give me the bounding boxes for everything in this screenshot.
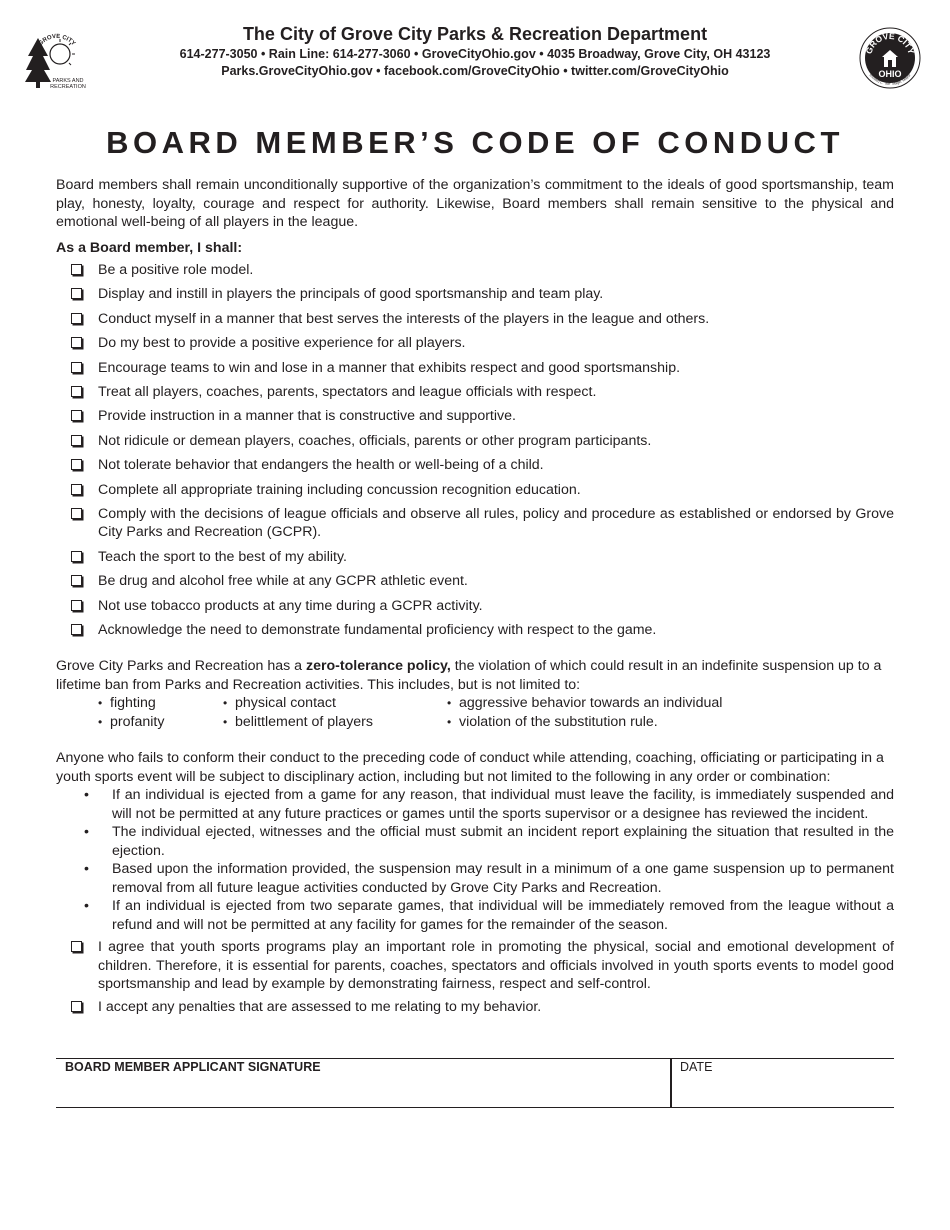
pledge-item: [56, 505, 894, 542]
policy-prefix: Grove City Parks and Recreation has a: [56, 658, 306, 675]
pledge-item: [56, 572, 894, 591]
agreement-item: [56, 998, 894, 1017]
pledge-checklist: [56, 261, 894, 639]
checkbox[interactable]: [71, 459, 82, 470]
document-title: BOARD MEMBER’S CODE OF CONDUCT: [106, 125, 844, 160]
agreement-item: [56, 938, 894, 994]
pledge-item: [56, 432, 894, 451]
offense-text: physical contact: [235, 695, 336, 712]
offense-text: belittlement of players: [235, 714, 374, 731]
checkbox[interactable]: [71, 410, 82, 421]
offense-item: • profanity: [98, 714, 165, 731]
pledge-text: Not ridicule or demean players, coaches, officials, parents or other program participants.: [98, 432, 652, 449]
checkbox[interactable]: [71, 362, 82, 373]
checkbox[interactable]: [71, 1001, 82, 1012]
pledge-text: Teach the sport to the best of my ability.: [98, 548, 347, 565]
logo-left-bottom-text-1: PARKS AND: [52, 78, 84, 84]
agreement-text: I agree that youth sports programs play an important role in promoting the physical, social and emotional development of children. Therefore, it is essential for parents, coaches, spectators and officials involved in youth sports events to model good sportsmanship and lead by example by demonstrating fairness, respect and self-control.: [98, 939, 894, 993]
svg-text:GROVE CITY: [38, 34, 76, 47]
logo-left-top-text: GROVE CITY: [37, 33, 77, 48]
disciplinary-text: Based upon the information provided, the suspension may result in a minimum of a one game suspension up to permanent removal from all future league activities conducted by Grove City Parks and Recreation.: [112, 861, 894, 896]
contact-line-phones: 614-277-3050 • Rain Line: 614-277-3060 • GroveCityOhio.gov • 4035 Broadway, Grove City, OH 43123: [179, 47, 771, 61]
disciplinary-list: [56, 786, 894, 934]
policy-emphasis: zero-tolerance policy,: [305, 658, 451, 675]
offense-item: • aggressive behavior towards an individual: [447, 695, 723, 712]
checkbox[interactable]: [71, 386, 82, 397]
pledge-text: Be drug and alcohol free while at any GCPR athletic event.: [98, 573, 468, 590]
disciplinary-item: • If an individual is ejected from two separate games, that individual will be immediately removed from the league without a refund and will not be permitted at any facility for games for the remainder of the season.: [84, 898, 894, 933]
checkbox[interactable]: [71, 575, 82, 586]
disciplinary-text: The individual ejected, witnesses and the official must submit an incident report explaining the situation that resulted in the ejection.: [112, 824, 894, 859]
pledge-item: [56, 481, 894, 500]
checkbox[interactable]: [71, 941, 82, 952]
checkbox[interactable]: [71, 313, 82, 324]
pledge-item: [56, 285, 894, 304]
pledge-item: [56, 383, 894, 402]
offense-text: aggressive behavior towards an individual: [459, 695, 723, 712]
pledge-item: [56, 621, 894, 640]
disciplinary-item: • Based upon the information provided, the suspension may result in a minimum of a one game suspension up to permanent removal from all future league activities conducted by Grove City Parks and Recreation.: [84, 861, 894, 896]
parks-recreation-logo: [24, 26, 90, 92]
pledge-text: Not tolerate behavior that endangers the health or well-being of a child.: [98, 457, 544, 474]
checkbox[interactable]: [71, 624, 82, 635]
disciplinary-item: • If an individual is ejected from a game for any reason, that individual must leave the facility, is immediately suspended and will not be permitted at any future practices or games until the sports supervisor or a designee has reviewed the incident.: [84, 787, 894, 822]
pledge-item: [56, 359, 894, 378]
pledge-text: Conduct myself in a manner that best serves the interests of the players in the league and others.: [98, 310, 710, 327]
date-label: DATE: [680, 1060, 713, 1074]
pledge-text: Display and instill in players the principals of good sportsmanship and team play.: [98, 286, 604, 303]
pledge-lead-in: As a Board member, I shall:: [56, 239, 243, 256]
zero-tolerance-paragraph: [56, 657, 894, 694]
contact-line-web: Parks.GroveCityOhio.gov • facebook.com/GroveCityOhio • twitter.com/GroveCityOhio: [221, 64, 729, 78]
checkbox[interactable]: [71, 551, 82, 562]
disciplinary-paragraph: Anyone who fails to conform their conduct to the preceding code of conduct while attending, coaching, officiating or participating in a youth sports event will be subject to disciplinary action, including but not limited to the following in any order or combination:: [56, 750, 884, 785]
disciplinary-text: If an individual is ejected from two separate games, that individual will be immediately removed from the league without a refund and will not be permitted at any facility for games for the remainder of the season.: [112, 898, 894, 933]
offense-item: • fighting: [98, 695, 156, 712]
pledge-item: [56, 407, 894, 426]
seal-bottom-text: OHIO: [878, 69, 902, 79]
signature-block: [56, 1058, 894, 1108]
applicant-signature-label: BOARD MEMBER APPLICANT SIGNATURE: [65, 1060, 321, 1074]
grove-city-seal-logo: [859, 27, 921, 89]
pledge-text: Do my best to provide a positive experience for all players.: [98, 335, 466, 352]
offense-list: [56, 694, 894, 732]
checkbox[interactable]: [71, 288, 82, 299]
seal-top-text: GROVE CITY: [863, 30, 917, 56]
offense-text: fighting: [110, 695, 156, 712]
offense-text: profanity: [110, 714, 165, 731]
pledge-text: Complete all appropriate training including concussion recognition education.: [98, 481, 581, 498]
document-body: [56, 176, 894, 1020]
agreement-checklist: [56, 938, 894, 1016]
checkbox[interactable]: [71, 508, 82, 519]
checkbox[interactable]: [71, 337, 82, 348]
pledge-text: Comply with the decisions of league officials and observe all rules, policy and procedure as established or endorsed by Grove City Parks and Recreation (GCPR).: [98, 505, 894, 541]
pledge-text: Acknowledge the need to demonstrate fundamental proficiency with respect to the game.: [98, 621, 657, 638]
offense-item: • violation of the substitution rule.: [447, 714, 658, 731]
intro-paragraph: Board members shall remain unconditionally supportive of the organization’s commitment to the ideals of good sportsmanship, team play, honesty, loyalty, courage and respect for authority. Likewise, Board members shall remain sensitive to the physical and emotional well-being of all players in the league.: [56, 177, 894, 230]
seal-mayor-text: Richard L. "Ike" Stage, Mayor: [868, 73, 912, 87]
checkbox[interactable]: [71, 484, 82, 495]
policy-suffix: the violation of which could result in an indefinite suspension up to a lifetime ban from Parks and Recreation activities. This includes, but is not limited to:: [56, 658, 882, 693]
offense-item: • physical contact: [223, 695, 336, 712]
checkbox[interactable]: [71, 264, 82, 275]
offense-item: • belittlement of players: [223, 714, 374, 731]
checkbox[interactable]: [71, 435, 82, 446]
pledge-text: Provide instruction in a manner that is constructive and supportive.: [98, 408, 516, 425]
pledge-text: Treat all players, coaches, parents, spectators and league officials with respect.: [98, 383, 597, 400]
pledge-item: [56, 310, 894, 329]
logo-left-bottom-text-2: RECREATION: [50, 84, 86, 90]
pledge-item: [56, 334, 894, 353]
offense-text: violation of the substitution rule.: [459, 714, 658, 731]
letterhead: [0, 22, 950, 80]
pledge-item: [56, 548, 894, 567]
agreement-text: I accept any penalties that are assessed to me relating to my behavior.: [98, 998, 542, 1015]
signature-divider: [670, 1059, 672, 1107]
pledge-text: Not use tobacco products at any time during a GCPR activity.: [98, 597, 483, 614]
pledge-text: Be a positive role model.: [98, 262, 254, 278]
disciplinary-text: If an individual is ejected from a game for any reason, that individual must leave the facility, is immediately suspended and will not be permitted at any future practices or games until the sports supervisor or a designee has reviewed the incident.: [112, 787, 894, 822]
pledge-item: [56, 456, 894, 475]
organization-title: The City of Grove City Parks & Recreation Department: [242, 24, 708, 44]
checkbox[interactable]: [71, 600, 82, 611]
pledge-text: Encourage teams to win and lose in a manner that exhibits respect and good sportsmanship.: [98, 359, 681, 376]
pledge-item: [56, 597, 894, 616]
disciplinary-item: • The individual ejected, witnesses and the official must submit an incident report explaining the situation that resulted in the ejection.: [84, 824, 894, 859]
pledge-item: [56, 261, 894, 280]
